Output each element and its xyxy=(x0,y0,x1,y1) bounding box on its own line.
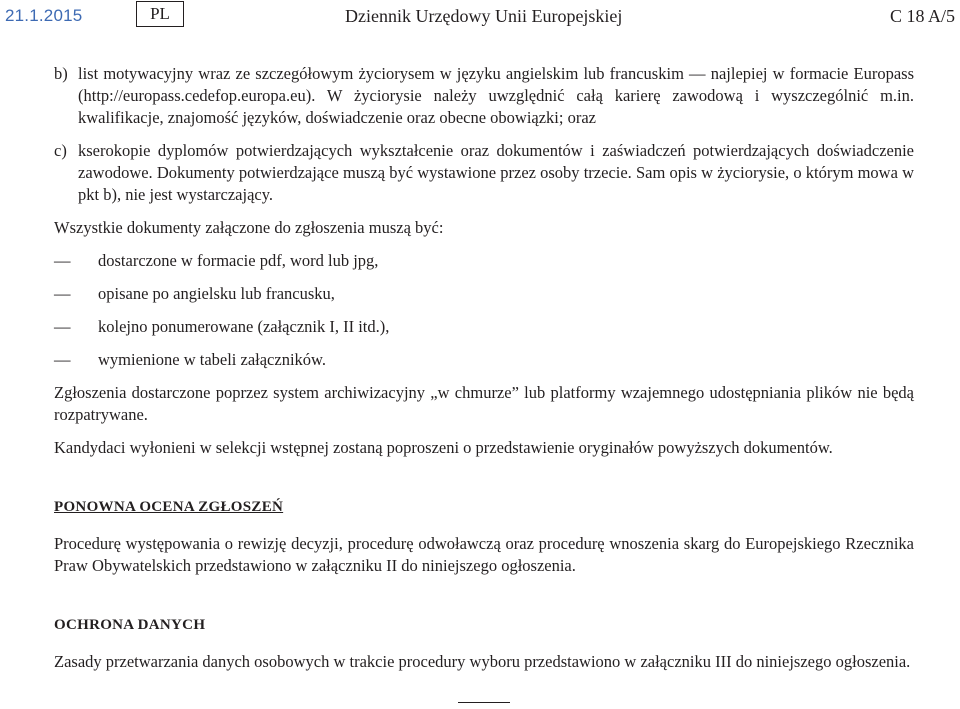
item-text: list motywacyjny wraz ze szczegółowym życiorysem w języku angielskim lub francuskim — najlepiej w formacie Europass (http://europass.cedefop.europa.eu). W życiorysie należy uwzględnić całą karierę zawodową i wyszczególnić m.in. kwalifikacje, znajomość języków, doświadczenie oraz obecne obowiązki; oraz xyxy=(78,64,914,127)
document-body xyxy=(54,63,914,673)
item-label: c) xyxy=(54,141,67,160)
data-protection-paragraph: Zasady przetwarzania danych osobowych w trakcie procedury wyboru przedstawiono w załączniku III do niniejszego ogłoszenia. xyxy=(54,652,911,671)
dash-bullet: — xyxy=(54,317,71,336)
requirement-item xyxy=(54,250,914,272)
originals-paragraph: Kandydaci wyłonieni w selekcji wstępnej zostaną poproszeni o przedstawienie oryginałów powyższych dokumentów. xyxy=(54,438,833,457)
list-item-c xyxy=(54,140,914,206)
documents-intro: Wszystkie dokumenty załączone do zgłoszenia muszą być: xyxy=(54,218,444,237)
requirement-text: dostarczone w formacie pdf, word lub jpg, xyxy=(98,251,379,270)
requirement-item xyxy=(54,316,914,338)
publication-date: 21.1.2015 xyxy=(5,6,83,25)
requirement-text: kolejno ponumerowane (załącznik I, II itd.), xyxy=(98,317,390,336)
item-text: kserokopie dyplomów potwierdzających wykształcenie oraz dokumentów i zaświadczeń potwierdzających doświadczenie zawodowe. Dokumenty potwierdzające muszą być wystawione przez osoby trzecie. Sam opis w życiorysie, o którym mowa w pkt b), nie jest wystarczający. xyxy=(78,141,914,204)
dash-bullet: — xyxy=(54,251,71,270)
archive-paragraph: Zgłoszenia dostarczone poprzez system archiwizacyjny „w chmurze” lub platformy wzajemnego udostępniania plików nie będą rozpatrywane. xyxy=(54,383,914,424)
data-protection-heading: OCHRONA DANYCH xyxy=(54,617,206,633)
requirement-text: opisane po angielsku lub francusku, xyxy=(98,284,335,303)
requirement-item xyxy=(54,283,914,305)
requirements-list xyxy=(54,250,914,371)
page-header xyxy=(0,0,960,36)
review-paragraph: Procedurę występowania o rewizję decyzji, procedurę odwoławczą oraz procedurę wnoszenia skarg do Europejskiego Rzecznika Praw Obywatelskich przedstawiono w załączniku II do niniejszego ogłoszenia. xyxy=(54,534,914,575)
item-label: b) xyxy=(54,64,68,83)
dash-bullet: — xyxy=(54,284,71,303)
footer-rule xyxy=(458,702,510,703)
requirement-item xyxy=(54,349,914,371)
journal-title: Dziennik Urzędowy Unii Europejskiej xyxy=(345,6,623,26)
language-box: PL xyxy=(136,1,184,27)
dash-bullet: — xyxy=(54,350,71,369)
requirement-text: wymienione w tabeli załączników. xyxy=(98,350,327,369)
journal-reference: C 18 A/5 xyxy=(889,6,955,26)
review-heading: PONOWNA OCENA ZGŁOSZEŃ xyxy=(54,499,284,515)
list-item-b xyxy=(54,63,914,129)
